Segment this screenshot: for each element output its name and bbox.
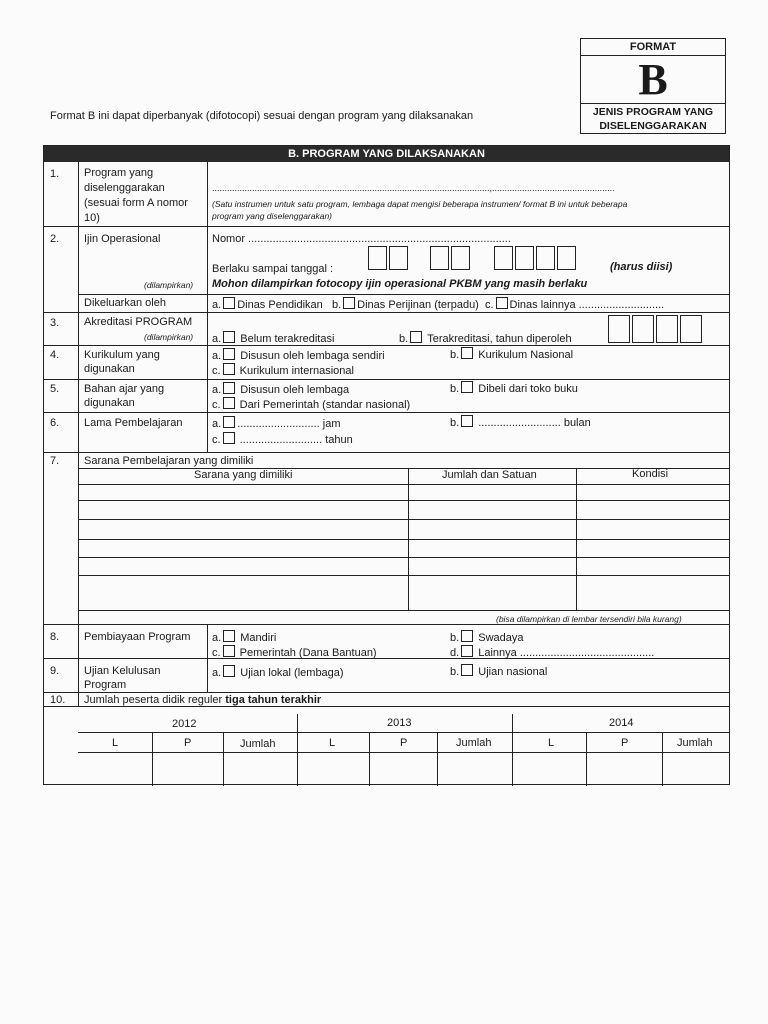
letter-c: c.: [212, 399, 221, 411]
row2-number: 2.: [50, 233, 60, 245]
year-2013: 2013: [387, 717, 412, 729]
checkbox-national-curriculum[interactable]: [461, 347, 473, 359]
funding-option-c: [212, 645, 377, 660]
letter-b: b.: [450, 632, 460, 644]
material-option-a: [212, 382, 349, 397]
row9-label-2: Program: [84, 679, 127, 691]
col-jumlah-2013: Jumlah: [456, 737, 492, 749]
opt-bought-material: Dibeli dari toko buku: [478, 383, 578, 395]
checkbox-hours[interactable]: [223, 416, 235, 428]
opt-international-curriculum: Kurikulum internasional: [239, 365, 354, 377]
accreditation-option-b: [399, 331, 572, 346]
opt-accredited: Terakreditasi, tahun diperoleh: [427, 333, 572, 345]
row1-label-1: Program yang: [84, 167, 154, 179]
date-month-1[interactable]: [430, 246, 449, 270]
row4-label-1: Kurikulum yang: [84, 349, 160, 361]
year-2012: 2012: [172, 718, 197, 730]
curriculum-option-a: [212, 348, 385, 363]
checkbox-dinas-perijinan[interactable]: [343, 297, 355, 309]
checkbox-government-funded[interactable]: [223, 645, 235, 657]
intro-text: Format B ini dapat diperbanyak (difotocopi) sesuai dengan program yang dilaksanakan: [50, 110, 474, 122]
opt-national-curriculum: Kurikulum Nasional: [478, 349, 574, 361]
row10-label: [84, 694, 321, 707]
letter-d: d.: [450, 647, 460, 659]
permit-number-field[interactable]: Nomor ......................................................................................: [212, 233, 511, 245]
row4-label-2: digunakan: [84, 363, 135, 375]
checkbox-international-curriculum[interactable]: [223, 363, 235, 375]
letter-a: a.: [212, 384, 222, 396]
letter-a: a.: [212, 333, 222, 345]
row3-label: Akreditasi PROGRAM: [84, 316, 193, 328]
exam-option-a: [212, 665, 344, 680]
row1-note-2: program yang diselenggarakan): [212, 211, 333, 221]
row7-number: 7.: [50, 455, 60, 467]
date-year-1[interactable]: [494, 246, 513, 270]
curriculum-option-c: [212, 363, 354, 378]
letter-a: a.: [212, 418, 222, 430]
opt-own-curriculum: Disusun oleh lembaga sendiri: [240, 350, 385, 362]
funding-option-b: [450, 630, 524, 645]
required-note: (harus diisi): [610, 261, 673, 273]
accreditation-year-2[interactable]: [632, 315, 654, 343]
letter-c: c.: [212, 647, 221, 659]
row1-number: 1.: [50, 168, 60, 180]
permit-attach-note: Mohon dilampirkan fotocopy ijin operasional PKBM yang masih berlaku: [212, 278, 588, 290]
checkbox-local-exam[interactable]: [223, 665, 235, 677]
row10-label-text: Jumlah peserta didik reguler: [84, 694, 226, 706]
issued-by-options: [212, 297, 664, 312]
opt-community-funded: Swadaya: [478, 632, 524, 644]
checkbox-self-funded[interactable]: [223, 630, 235, 642]
checkbox-own-curriculum[interactable]: [223, 348, 235, 360]
checkbox-not-accredited[interactable]: [223, 331, 235, 343]
checkbox-bought-material[interactable]: [461, 381, 473, 393]
row10-number: 10.: [50, 694, 66, 706]
letter-b: b.: [450, 417, 460, 429]
duration-hours-field[interactable]: ........................... jam: [237, 418, 341, 430]
checkbox-government-material[interactable]: [223, 397, 235, 409]
letter-b: b.: [399, 333, 409, 345]
program-name-field[interactable]: ...............................................................................................................,.................................................: [212, 183, 615, 193]
program-table: [43, 145, 730, 785]
row1-label-2: diselenggarakan: [84, 182, 165, 194]
letter-b: b.: [450, 383, 460, 395]
checkbox-own-material[interactable]: [223, 382, 235, 394]
material-option-c: [212, 397, 410, 412]
facility-note: (bisa dilampirkan di lembar tersendiri bila kurang): [496, 614, 682, 624]
date-year-3[interactable]: [536, 246, 555, 270]
checkbox-national-exam[interactable]: [461, 664, 473, 676]
row5-label-2: digunakan: [84, 397, 135, 409]
col-l-2012: L: [112, 737, 119, 749]
date-year-4[interactable]: [557, 246, 576, 270]
checkbox-dinas-pendidikan[interactable]: [223, 297, 235, 309]
checkbox-other-funding[interactable]: [461, 645, 473, 657]
col-p-2013: P: [400, 737, 408, 749]
format-box: [580, 38, 726, 134]
checkbox-months[interactable]: [461, 415, 473, 427]
duration-option-c: [212, 432, 353, 447]
opt-government-material: Dari Pemerintah (standar nasional): [239, 399, 411, 411]
row6-label: Lama Pembelajaran: [84, 417, 183, 429]
exam-option-b: [450, 664, 547, 679]
year-2014: 2014: [609, 717, 634, 729]
date-month-2[interactable]: [451, 246, 470, 270]
format-subtitle-line2: DISELENGGARAKAN: [599, 120, 707, 132]
row3-number: 3.: [50, 317, 60, 329]
row2-attach-note: (dilampirkan): [144, 280, 194, 290]
opt-government-funded: Pemerintah (Dana Bantuan): [239, 647, 377, 659]
row8-label: Pembiayaan Program: [84, 631, 191, 643]
date-day-2[interactable]: [389, 246, 408, 270]
row3-attach-note: (dilampirkan): [144, 332, 194, 342]
row1-label-4: 10): [84, 212, 100, 224]
accreditation-options: [212, 331, 334, 346]
letter-b: b.: [331, 299, 342, 311]
opt-dinas-lainnya: Dinas lainnya ............................: [509, 299, 665, 311]
col-jumlah-2014: Jumlah: [677, 737, 713, 749]
row9-number: 9.: [50, 665, 60, 677]
row5-label-1: Bahan ajar yang: [84, 383, 165, 395]
letter-a: a.: [212, 667, 222, 679]
format-subtitle-line1: JENIS PROGRAM YANG: [592, 106, 714, 118]
opt-dinas-pendidikan: Dinas Pendidikan: [237, 299, 323, 311]
letter-b: b.: [450, 349, 460, 361]
row6-number: 6.: [50, 417, 60, 429]
letter-c: c.: [484, 299, 494, 311]
format-letter: B: [581, 57, 725, 104]
duration-option-a: [212, 416, 340, 431]
row1-note-1: (Satu instrumen untuk satu program, lembaga dapat mengisi beberapa instrumen/ format B ini untuk beberapa: [212, 199, 628, 209]
checkbox-community-funded[interactable]: [461, 630, 473, 642]
letter-a: a.: [212, 350, 222, 362]
duration-years-field[interactable]: ........................... tahun: [239, 434, 353, 446]
issued-by-label: Dikeluarkan oleh: [84, 297, 166, 309]
col-p-2012: P: [184, 737, 192, 749]
material-option-b: [450, 381, 578, 396]
opt-local-exam: Ujian lokal (lembaga): [240, 667, 344, 679]
row8-number: 8.: [50, 631, 60, 643]
opt-other-funding[interactable]: Lainnya ............................................: [478, 647, 655, 659]
row2-label: Ijin Operasional: [84, 233, 161, 245]
accreditation-year-1[interactable]: [608, 315, 630, 343]
opt-national-exam: Ujian nasional: [478, 666, 548, 678]
date-year-2[interactable]: [515, 246, 534, 270]
letter-a: a.: [212, 299, 222, 311]
row10-label-bold: tiga tahun terakhir: [225, 694, 322, 706]
col-p-2014: P: [621, 737, 629, 749]
letter-c: c.: [212, 434, 221, 446]
condition-col-header: Kondisi: [632, 468, 669, 480]
opt-own-material: Disusun oleh lembaga: [240, 384, 350, 396]
letter-c: c.: [212, 365, 221, 377]
accreditation-year-3[interactable]: [656, 315, 678, 343]
col-jumlah-2012: Jumlah: [240, 738, 276, 750]
facility-col-header: Sarana yang dimiliki: [194, 469, 293, 481]
checkbox-dinas-lainnya[interactable]: [496, 297, 508, 309]
format-label: FORMAT: [581, 39, 725, 56]
funding-option-a: [212, 630, 276, 645]
opt-self-funded: Mandiri: [240, 632, 277, 644]
opt-dinas-perijinan: Dinas Perijinan (terpadu): [357, 299, 479, 311]
row9-label-1: Ujian Kelulusan: [84, 665, 161, 677]
row5-number: 5.: [50, 383, 60, 395]
curriculum-option-b: [450, 347, 573, 362]
valid-until-label: Berlaku sampai tanggal :: [212, 263, 334, 275]
checkbox-accredited[interactable]: [410, 331, 422, 343]
funding-option-d: [450, 645, 654, 660]
quantity-col-header: Jumlah dan Satuan: [442, 469, 537, 481]
section-title: B. PROGRAM YANG DILAKSANAKAN: [44, 146, 729, 162]
row4-number: 4.: [50, 349, 60, 361]
accreditation-year-4[interactable]: [680, 315, 702, 343]
row1-label-3: (sesuai form A nomor: [84, 197, 188, 209]
duration-option-b: [450, 415, 591, 430]
col-l-2013: L: [329, 737, 336, 749]
col-l-2014: L: [548, 737, 555, 749]
duration-months-field[interactable]: ........................... bulan: [478, 417, 591, 429]
opt-not-accredited: Belum terakreditasi: [240, 333, 335, 345]
date-day-1[interactable]: [368, 246, 387, 270]
format-subtitle: [581, 105, 725, 133]
checkbox-years[interactable]: [223, 432, 235, 444]
row7-label: Sarana Pembelajaran yang dimiliki: [84, 455, 254, 467]
letter-a: a.: [212, 632, 222, 644]
letter-b: b.: [450, 666, 460, 678]
